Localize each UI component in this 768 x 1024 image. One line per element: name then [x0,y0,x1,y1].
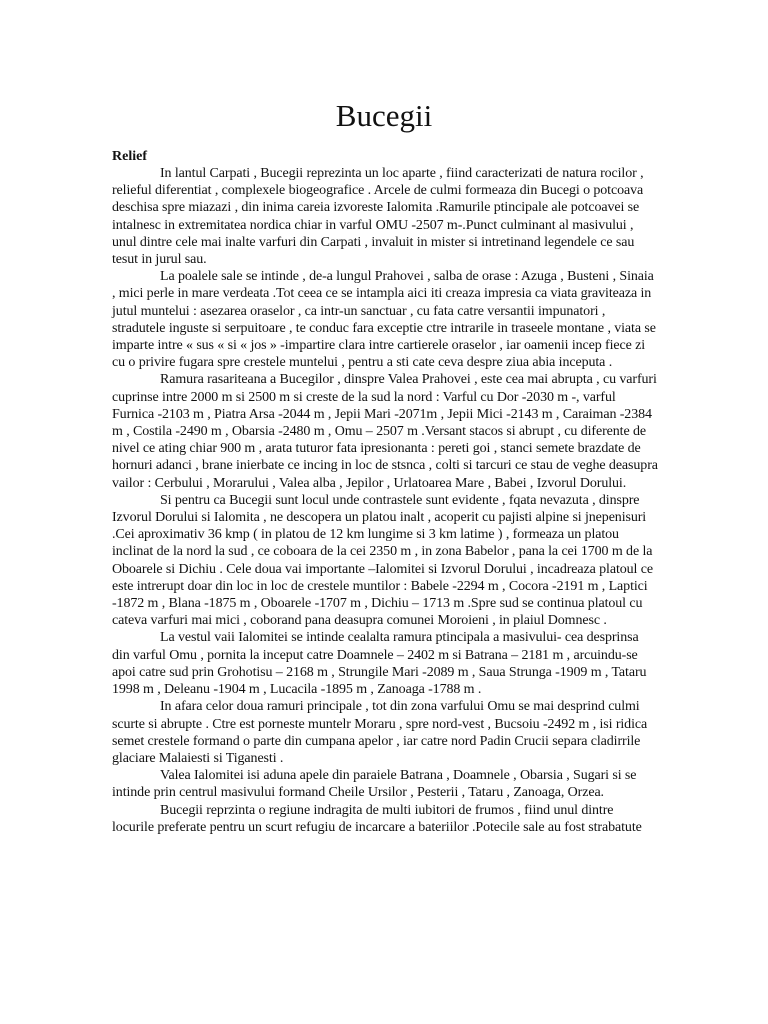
paragraph: Valea Ialomitei isi aduna apele din paraiele Batrana , Doamnele , Obarsia , Sugari si se intinde prin centrul masivului formand Cheile Ursilor , Pesterii , Tataru , Zanoaga, Orzea. [112,768,637,801]
paragraph: Ramura rasariteana a Bucegilor , dinspre Valea Prahovei , este cea mai abrupta , cu varfuri cuprinse intre 2000 m si 2500 m si creste de la sud la nord : Varful cu Dor -2030 m -, varful Furnica -2103 m , Piatra Arsa -2044 m , Jepii Mari -2071m , Jepii Mici -2143 m , Caraiman -2384 m , Costila -2490 m , Obarsia -2480 m , Omu – 2507 m .Versant stacos si abrupt , cu diferente de nivel ce ating chiar 900 m , arata tuturor fata ipresionanta : pereti goi , stanci semete brazdate de hornuri adanci , brane inierbate ce incing in loc de stsnca , colti si tarcuri ce stau de veghe deasupra vailor : Cerbului , Morarului , Valea alba , Jepilor , Urlatoarea Mare , Babei , Izvorul Dorului. [112,372,658,491]
paragraph: Bucegii reprzinta o regiune indragita de multi iubitori de frumos , fiind unul dintre locurile preferate pentru un scurt refugiu de incarcare a bateriilor .Potecile sale au fost strabatute [112,802,642,835]
paragraph: In afara celor doua ramuri principale , tot din zona varfului Omu se mai desprind culmi scurte si abrupte . Ctre est porneste muntelr Moraru , spre nord-vest , Bucsoiu -2492 m , isi ridica semet crestele formand o parte din cumpana apelor , iar catre nord Padin Crucii separa cladirrile glaciare Malaiesti si Tiganesti . [112,699,648,766]
section-heading: Relief [112,149,147,164]
paragraph: La poalele sale se intinde , de-a lungul Prahovei , salba de orase : Azuga , Busteni , Sinaia , mici perle in mare verdeata .Tot ceea ce se intampla aici iti creaza impresia ca viata graviteaza in jutul muntelui : asezarea oraselor , ca intr-un sanctuar , cu fata catre versantii impunatori , stradutele inguste si serpuitoare , te conduc fara exceptie ctre intrarile in traseele montane , viata se imparte intre « sus « si « jos » -impartire clara intre cartierele oraselor , iar oamenii incep fiece zi cu o privire fugara spre crestele muntelui , pentru a sti cate ceva despre ziua abia inceputa . [112,269,656,371]
paragraph: In lantul Carpati , Bucegii reprezinta un loc aparte , fiind caracterizati de natura rocilor , relieful diferentiat , complexele biogeografice . Arcele de culmi formeaza din Bucegi o potcoava deschisa spre miazazi , din inima careia izvoreste Ialomita .Ramurile ptincipale ale potcoavei se intalnesc in extremitatea nordica chiar in varful OMU -2507 m-.Punct culminant al masivului , unul dintre cele mai inalte varfuri din Carpati , invaluit in mister si intretinand legendele ce sau tesut in jurul sau. [112,166,644,268]
paragraph: Si pentru ca Bucegii sunt locul unde contrastele sunt evidente , fqata nevazuta , dinspre Izvorul Dorului si Ialomita , ne descopera un platou inalt , acoperit cu pajisti alpine si jnepenisuri .Cei aproximativ 36 kmp ( in platou de 12 km lungime si 3 km latime ) , formeaza un platou inclinat de la nord la sud , ce coboara de la cei 2350 m , in zona Babelor , pana la cei 1700 m de la Oboarele si Dichiu . Cele doua vai importante –Ialomitei si Izvorul Dorului , incadreaza platoul ce este intrerupt doar din loc in loc de crestele muntilor : Babele -2294 m , Cocora -2191 m , Laptici -1872 m , Blana -1875 m , Oboarele -1707 m , Dichiu – 1713 m .Spre sud se continua platoul cu cateva varfuri mai mici , coborand pana deasupra comunei Moroieni , in plaiul Domnesc . [112,492,653,629]
paragraph: La vestul vaii Ialomitei se intinde cealalta ramura ptincipala a masivului- cea desprinsa din varful Omu , pornita la inceput catre Doamnele – 2402 m si Batrana – 2181 m , arcuindu-se apoi catre sud prin Grohotisu – 2168 m , Strungile Mari -2089 m , Saua Strunga -1909 m , Tataru 1998 m , Deleanu -1904 m , Lucacila -1895 m , Zanoaga -1788 m . [112,630,647,698]
document-title: Bucegii [335,98,433,133]
document-body [112,165,658,836]
